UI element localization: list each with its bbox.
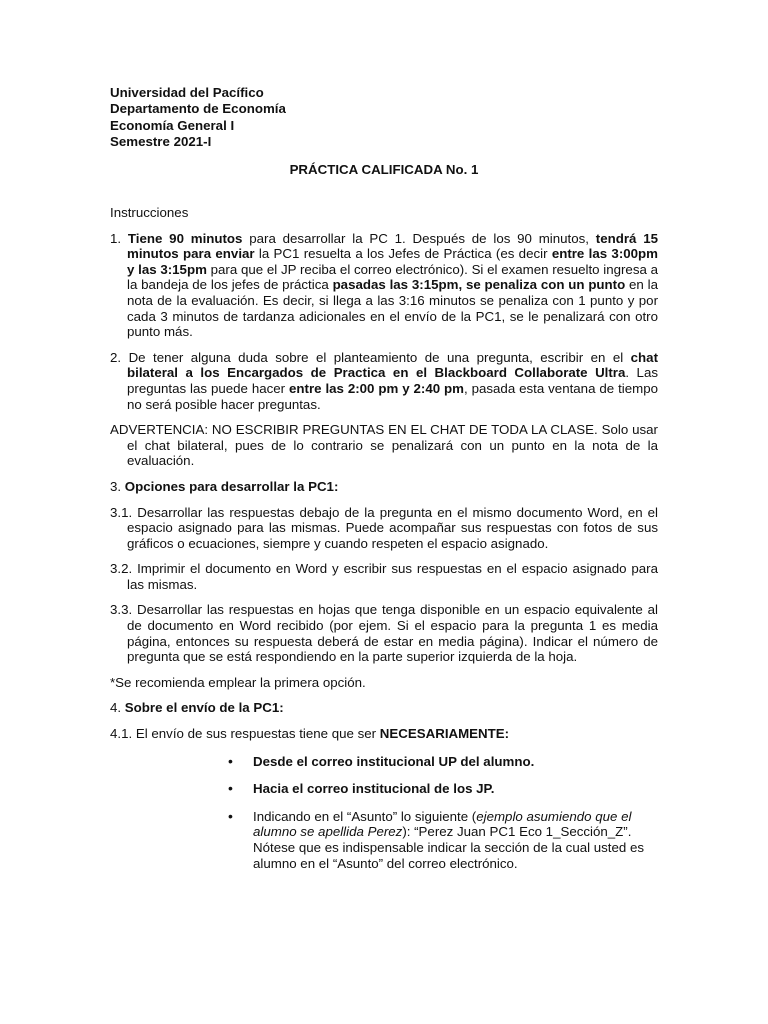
text: . Las preguntas las puede hacer <box>127 365 659 396</box>
bold-text: pasadas las 3:15pm, se penaliza con un punto <box>332 277 626 293</box>
bold-text: Sobre el envío de la PC1: <box>124 700 284 716</box>
option-3-2: 3.2. Imprimir el documento en Word y escribir sus respuestas en el espacio asignado para las mismas. <box>110 561 658 592</box>
list-item <box>110 809 658 871</box>
bullet-icon: • <box>228 780 233 797</box>
bold-text: tendrá 15 minutos para enviar <box>127 230 658 262</box>
instruction-item-3 <box>110 479 658 495</box>
text: para desarrollar la PC 1. Después de los 90 minutos, <box>242 230 596 246</box>
recommendation-note: *Se recomienda emplear la primera opción. <box>110 674 366 690</box>
text: en la nota de la evaluación. Es decir, si llega a las 3:16 minutos se penaliza con 1 punto y por cada 3 minutos de tardanza adicionales en el envío de la PC1, se le penalizará con otro punto más. <box>127 277 658 340</box>
list-item <box>110 781 658 797</box>
bold-text: entre las 3:00pm y las 3:15pm <box>127 246 658 277</box>
item-number: 4. <box>110 700 125 716</box>
option-3-3: 3.3. Desarrollar las respuestas en hojas que tenga disponible en un espacio equivalente al de documento en Word recibido (por ejem. Si el espacio para la pregunta 1 es media página, entonces su respuesta deberá de estar en media página). Indicar el número de pregunta que se está respondiendo en la parte superior izquierda de la hoja. <box>110 602 658 665</box>
text: , pasada esta ventana de tiempo no será posible hacer preguntas. <box>127 380 658 412</box>
item-number: 1. <box>110 230 128 246</box>
text: ): “Perez Juan PC1 Eco 1_Sección_Z”. Nótese que es indispensable indicar la sección de la cual usted es alumno en el “Asunto” del correo electrónico. <box>253 824 645 871</box>
italic-text: ejemplo asumiendo que el alumno se apellida Perez <box>253 808 632 840</box>
course-name: Economía General I <box>110 117 235 133</box>
bold-text: entre las 2:00 pm y 2:40 pm <box>289 380 464 396</box>
department-name: Departamento de Economía <box>110 101 286 117</box>
text: De tener alguna duda sobre el planteamiento de una pregunta, escribir en el <box>128 349 631 365</box>
bold-text: Tiene 90 minutos <box>127 230 243 246</box>
page-title: PRÁCTICA CALIFICADA No. 1 <box>289 162 479 177</box>
bullet-list <box>110 754 658 872</box>
bold-text: NECESARIAMENTE: <box>379 726 510 742</box>
item-number: 3. <box>110 478 125 494</box>
instruction-item-2 <box>110 350 658 412</box>
university-name: Universidad del Pacífico <box>110 85 264 100</box>
bold-text: Desde el correo institucional UP del alumno. <box>253 753 535 769</box>
instructions-body <box>110 205 658 871</box>
warning-paragraph: ADVERTENCIA: NO ESCRIBIR PREGUNTAS EN EL CHAT DE TODA LA CLASE. Solo usar el chat bilateral, pues de lo contrario se penalizará con un punto en la nota de la evaluación. <box>110 422 658 469</box>
text: 4.1. El envío de sus respuestas tiene que ser <box>110 726 380 742</box>
instruction-item-4 <box>110 700 658 716</box>
option-3-1: 3.1. Desarrollar las respuestas debajo de la pregunta en el mismo documento Word, en el espacio asignado para las mismas. Puede acompañar sus respuestas con fotos de sus gráficos o ecuaciones, siempre y cuando respeten el espacio asignado. <box>110 504 658 551</box>
bold-text: Opciones para desarrollar la PC1: <box>124 478 339 494</box>
text: para que el JP reciba el correo electrónico). Si el examen resuelto ingresa a la bandeja de los jefes de práctica <box>127 261 658 293</box>
semester: Semestre 2021-I <box>110 133 212 149</box>
instruction-item-1 <box>110 231 658 340</box>
item-number: 2. <box>110 349 129 365</box>
instructions-heading: Instrucciones <box>110 205 189 220</box>
document-header <box>110 85 286 150</box>
bullet-icon: • <box>228 752 233 769</box>
option-4-1 <box>110 726 658 742</box>
bold-text: chat bilateral a los Encargados de Practica en el Blackboard Collaborate Ultra <box>127 349 658 381</box>
text: Indicando en el “Asunto” lo siguiente ( <box>253 808 477 824</box>
text: la PC1 resuelta a los Jefes de Práctica (es decir <box>254 246 552 262</box>
list-item <box>110 754 658 770</box>
bold-text: Hacia el correo institucional de los JP. <box>253 781 495 797</box>
bullet-icon: • <box>228 807 233 824</box>
